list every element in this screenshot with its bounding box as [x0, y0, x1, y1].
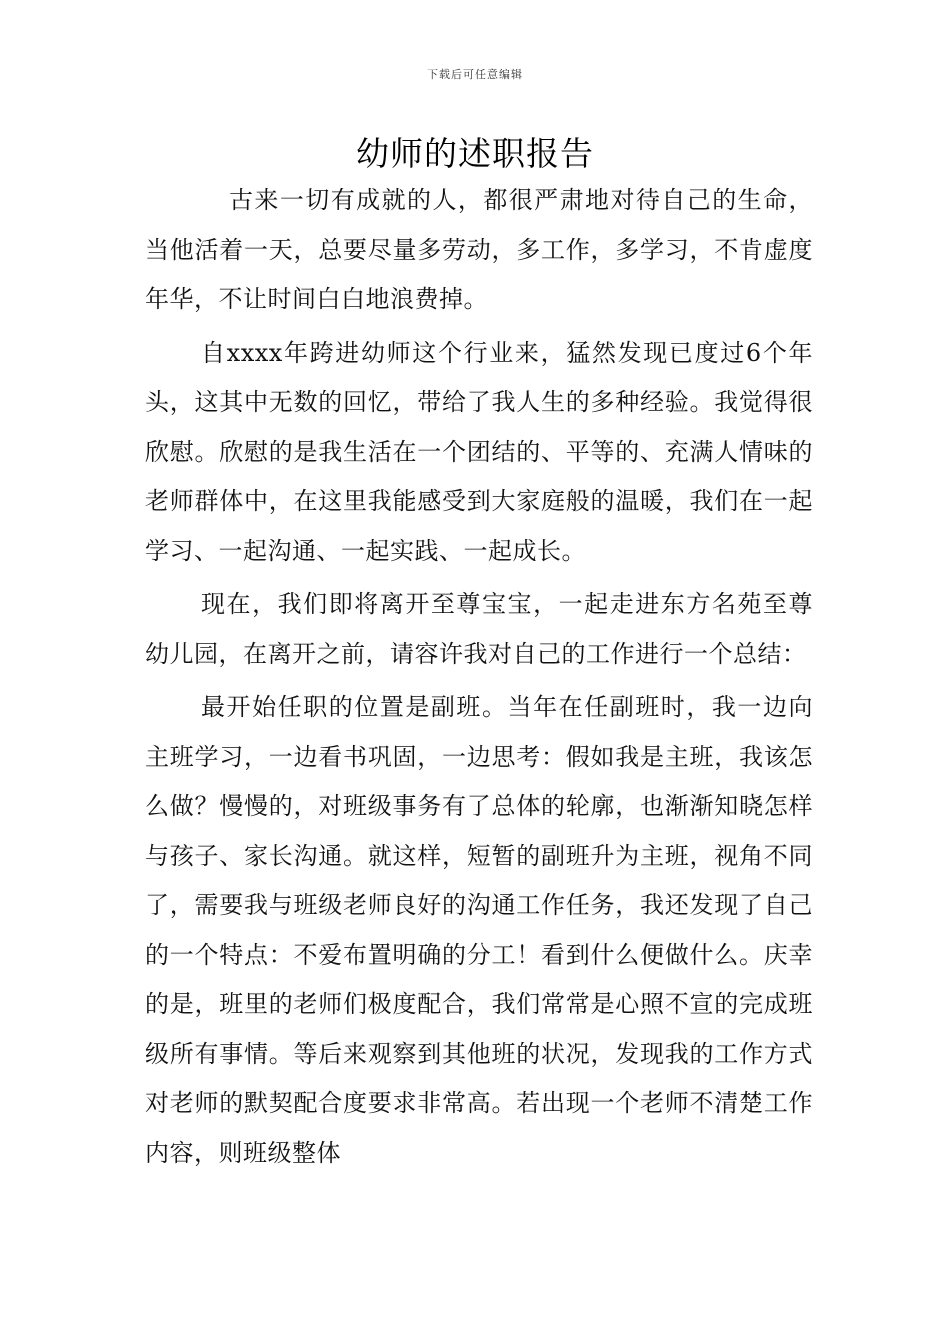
paragraph-4: 最开始任职的位置是副班。当年在任副班时，我一边向主班学习，一边看书巩固，一边思考：假如我是主班，我该怎么做？慢慢的，对班级事务有了总体的轮廓，也渐渐知晓怎样与孩子、家长沟通。就这样，短暂的副班升为主班，视角不同了，需要我与班级老师良好的沟通工作任务，我还发现了自己的一个特点：不爱布置明确的分工！看到什么便做什么。庆幸的是，班里的老师们极度配合，我们常常是心照不宣的完成班级所有事情。等后来观察到其他班的状况，发现我的工作方式对老师的默契配合度要求非常高。若出现一个老师不清楚工作内容，则班级整体	[145, 693, 813, 1167]
paragraph-1: 古来一切有成就的人，都很严肃地对待自己的生命，当他活着一天，总要尽量多劳动，多工作，多学习，不肯虚度年华，不让时间白白地浪费掉。	[145, 186, 813, 313]
paragraph-3: 现在，我们即将离开至尊宝宝，一起走进东方名苑至尊幼儿园，在离开之前，请容许我对自己的工作进行一个总结：	[145, 590, 813, 668]
document-body	[145, 176, 813, 1182]
paragraph-2: 自xxxx年跨进幼师这个行业来，猛然发现已度过6个年头，这其中无数的回忆，带给了我人生的多种经验。我觉得很欣慰。欣慰的是我生活在一个团结的、平等的、充满人情味的老师群体中，在这里我能感受到大家庭般的温暖，我们在一起学习、一起沟通、一起实践、一起成长。	[145, 338, 813, 565]
document-title: 幼师的述职报告	[356, 134, 594, 173]
header-note: 下载后可任意编辑	[427, 68, 523, 81]
